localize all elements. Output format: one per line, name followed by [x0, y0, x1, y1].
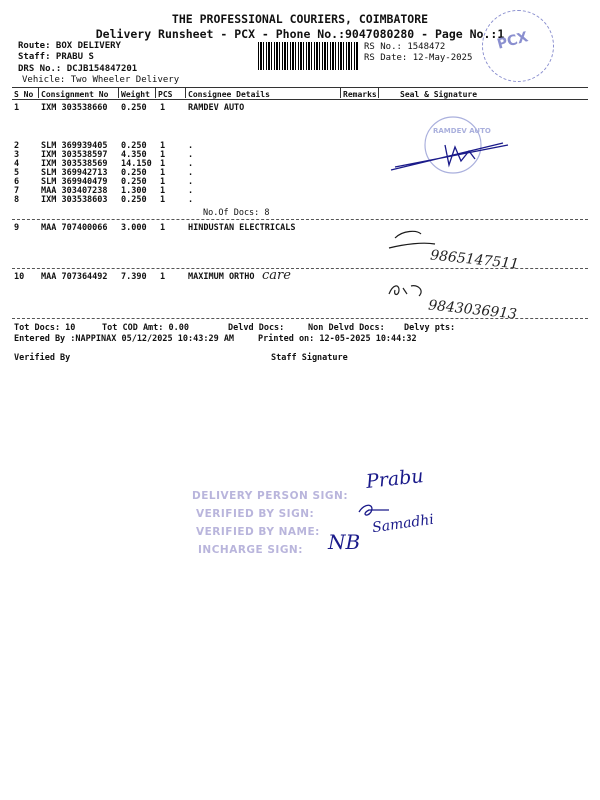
entered-by: Entered By :NAPPINAX 05/12/2025 10:43:29 AM	[14, 334, 235, 344]
row-sno: 6	[14, 177, 20, 187]
row-consignment: SLM 369942713	[41, 168, 108, 178]
delivered-docs: Delvd Docs:	[228, 323, 285, 333]
row-weight: 0.250	[121, 168, 147, 178]
row-weight: 0.250	[121, 141, 147, 151]
row-divider	[12, 268, 588, 269]
row-pcs: 1	[160, 150, 166, 160]
handwritten-phone-row10: 9843036913	[427, 297, 518, 323]
row-consignee: .	[188, 159, 194, 169]
row-sno: 8	[14, 195, 20, 205]
row-consignee: .	[188, 195, 194, 205]
col-divider	[185, 88, 186, 98]
row-consignee: .	[188, 168, 194, 178]
col-consignee: Consignee Details	[188, 90, 270, 99]
row-pcs: 1	[160, 103, 166, 113]
rs-number: RS No.: 1548472	[364, 42, 446, 52]
row-weight: 4.350	[121, 150, 147, 160]
handwritten-ack-sign: NB	[328, 530, 361, 554]
seal-text: RAMDEV AUTO	[433, 127, 491, 135]
row-consignment: IXM 303538603	[41, 195, 108, 205]
row-weight: 14.150	[121, 159, 152, 169]
row-sno: 5	[14, 168, 20, 178]
table-header-rule	[12, 99, 588, 100]
verified-by-label: Verified By	[14, 353, 71, 363]
route-label: Route: BOX DELIVERY	[18, 41, 121, 51]
staff-label: Staff: PRABU S	[18, 52, 94, 62]
row-consignment: IXM 303538660	[41, 103, 108, 113]
ack-incharge-sign: INCHARGE SIGN:	[198, 544, 303, 556]
col-pcs: PCS	[158, 90, 173, 99]
handwritten-ack-name2: Samadhi	[371, 511, 435, 537]
col-divider	[340, 88, 341, 98]
total-docs: Tot Docs: 10	[14, 323, 76, 333]
row-pcs: 1	[160, 195, 166, 205]
col-consignment: Consignment No	[41, 90, 109, 99]
ack-delivery-person-sign: DELIVERY PERSON SIGN:	[192, 490, 349, 502]
row-consignee: .	[188, 150, 194, 160]
row-consignment: SLM 369939405	[41, 141, 108, 151]
row-sno: 4	[14, 159, 20, 169]
row-sno: 7	[14, 186, 20, 196]
non-delivered-docs: Non Delvd Docs:	[308, 323, 385, 333]
total-cod-amount: Tot COD Amt: 0.00	[102, 323, 189, 333]
handwritten-phone-row9: 9865147511	[429, 247, 520, 273]
row-pcs: 1	[160, 177, 166, 187]
col-divider	[378, 88, 379, 98]
row-sno: 1	[14, 103, 20, 113]
company-title: THE PROFESSIONAL COURIERS, COIMBATORE	[171, 12, 429, 26]
row-weight: 0.250	[121, 177, 147, 187]
row-sno: 9	[14, 223, 20, 233]
row-divider	[12, 318, 588, 319]
row-divider	[12, 219, 588, 220]
ack-verified-sign: VERIFIED BY SIGN:	[196, 508, 315, 520]
vehicle-label: Vehicle: Two Wheeler Delivery	[22, 75, 180, 85]
col-remarks: Remarks	[343, 90, 377, 99]
col-divider	[38, 88, 39, 98]
col-seal: Seal & Signature	[400, 90, 478, 99]
stamp-text: PCX	[495, 29, 530, 53]
row-weight: 3.000	[121, 223, 147, 233]
row-pcs: 1	[160, 141, 166, 151]
row-consignment: IXM 303538597	[41, 150, 108, 160]
barcode	[258, 42, 358, 70]
row-consignment: MAA 707364492	[41, 272, 108, 282]
row-consignee: RAMDEV AUTO	[188, 103, 245, 113]
row-pcs: 1	[160, 168, 166, 178]
col-divider	[155, 88, 156, 98]
runsheet-subtitle: Delivery Runsheet - PCX - Phone No.:9047080280 - Page No.:1	[95, 27, 505, 41]
table-top-rule	[12, 87, 588, 88]
row-consignee: HINDUSTAN ELECTRICALS	[188, 223, 296, 233]
row-weight: 1.300	[121, 186, 147, 196]
no-of-docs: No.Of Docs: 8	[203, 208, 270, 218]
row-consignee: MAXIMUM ORTHO	[188, 272, 255, 282]
pcx-round-stamp	[482, 10, 554, 82]
rs-date: RS Date: 12-May-2025	[364, 53, 473, 63]
handwritten-ack-name1: Prabu	[365, 465, 425, 493]
row-weight: 7.390	[121, 272, 147, 282]
row-pcs: 1	[160, 159, 166, 169]
printed-on: Printed on: 12-05-2025 10:44:32	[258, 334, 417, 344]
ack-verified-name: VERIFIED BY NAME:	[196, 526, 320, 538]
row-sno: 2	[14, 141, 20, 151]
row-weight: 0.250	[121, 103, 147, 113]
row-consignee: .	[188, 177, 194, 187]
row-consignee: .	[188, 186, 194, 196]
row-sno: 10	[14, 272, 25, 282]
row-weight: 0.250	[121, 195, 147, 205]
col-weight: Weight	[121, 90, 150, 99]
seal-signature-group1	[383, 115, 523, 185]
row-consignment: SLM 369940479	[41, 177, 108, 187]
handwritten-note-row10: care	[262, 268, 291, 283]
drs-label: DRS No.: DCJB154847201	[18, 64, 138, 74]
row-pcs: 1	[160, 186, 166, 196]
row-sno: 3	[14, 150, 20, 160]
row-pcs: 1	[160, 223, 166, 233]
col-divider	[118, 88, 119, 98]
row-consignment: MAA 303407238	[41, 186, 108, 196]
row-consignment: IXM 303538569	[41, 159, 108, 169]
row-consignee: .	[188, 141, 194, 151]
row-consignment: MAA 707400066	[41, 223, 108, 233]
staff-signature-label: Staff Signature	[271, 353, 348, 363]
delivery-points: Delvy pts:	[404, 323, 456, 333]
row-pcs: 1	[160, 272, 166, 282]
signature-row10	[385, 280, 435, 300]
col-sno: S No	[14, 90, 34, 99]
